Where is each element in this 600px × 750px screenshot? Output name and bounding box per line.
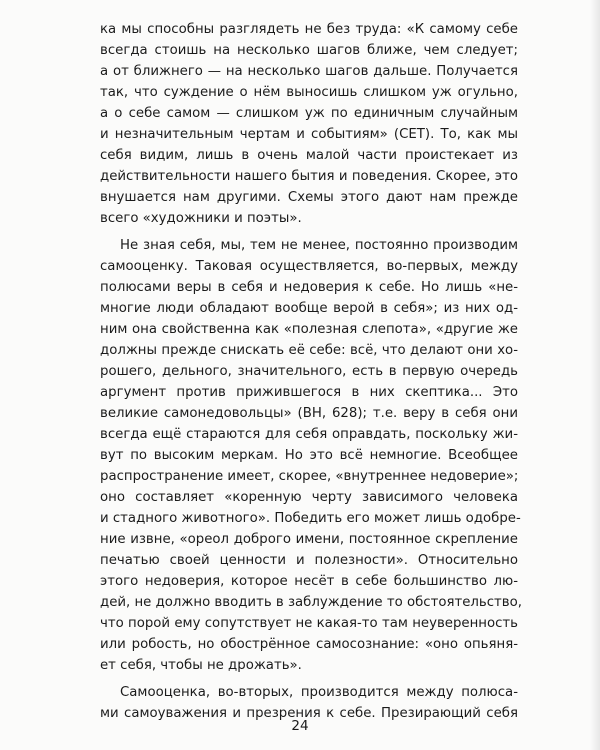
text-line: что порой ему сопутствует не какая-то там неуверенность [100, 616, 518, 631]
text-line: ет себя, чтобы не дрожать». [100, 658, 302, 673]
text-line: а о себе самом — слишком уж по единичным случайным [100, 106, 518, 121]
body-text [100, 19, 522, 724]
text-line: ние извне, «ореол доброго имени, постоянное скрепление [100, 532, 518, 547]
text-line: многие люди обладают вообще верой в себя»; из них од- [100, 301, 518, 316]
text-line: полюсами веры в себя и недоверия к себе. Но лишь «не- [100, 280, 518, 295]
text-line: и стадного животного». Победить его может лишь одобре- [100, 511, 521, 526]
text-line: великие самонедовольцы» (ВН, 628); т.е. веру в себя они [100, 406, 518, 421]
text-line: оно составляет «коренную черту зависимого человека [100, 490, 518, 505]
text-line: а от ближнего — на несколько шагов дальше. Получается [100, 64, 518, 79]
text-line: самооценку. Таковая осуществляется, во-первых, между [100, 259, 518, 274]
text-line: вут по высоким меркам. Но это всё немногие. Всеобщее [100, 448, 518, 463]
text-line: аргумент против прижившегося в них скептика... Это [100, 385, 518, 400]
text-line: Не зная себя, мы, тем не менее, постоянно производим [120, 238, 518, 253]
text-line: или робость, но обострённое самосознание: «оно опьяня- [100, 637, 518, 652]
text-line: всегда стоишь на несколько шагов ближе, чем следует; [100, 43, 518, 58]
text-line: всегда ещё стараются для себя оправдать, поскольку жи- [100, 427, 518, 442]
text-line: печатью своей ценности и полезности». Относительно [100, 553, 518, 568]
text-line: рошего, дельного, значительного, есть в первую очередь [100, 364, 518, 379]
text-line: Самооценка, во-вторых, производится между полюса- [120, 685, 518, 700]
text-line: этого недоверия, которое несёт в себе большинство лю- [100, 574, 518, 589]
text-line: всего «художники и поэты». [100, 211, 302, 226]
text-line: должны прежде снискать её себе: всё, что делают они хо- [100, 343, 518, 358]
text-line: так, что суждение о нём выносишь слишком уж огульно, [100, 85, 518, 100]
text-line: дей, не должно вводить в заблуждение то обстоятельство, [100, 595, 522, 610]
text-line: действительности нашего бытия и поведения. Скорее, это [100, 169, 518, 184]
text-line: ка мы способны разглядеть не без труда: «К самому себе [100, 22, 518, 37]
text-line: распространение имеет, скорее, «внутреннее недоверие»; [100, 469, 519, 484]
page-number: 24 [291, 718, 309, 734]
text-line: ним она свойственна как «полезная слепота», «другие же [100, 322, 518, 337]
text-line: ми самоуважения и презрения к себе. Презирающий себя [100, 706, 518, 721]
text-line: внушается нам другими. Схемы этого дают нам прежде [100, 190, 518, 205]
text-line: и незначительным чертам и событиям» (СЕТ). То, как мы [100, 127, 518, 142]
page-edge-shadow [590, 0, 600, 750]
text-line: себя видим, лишь в очень малой части проистекает из [100, 148, 518, 163]
